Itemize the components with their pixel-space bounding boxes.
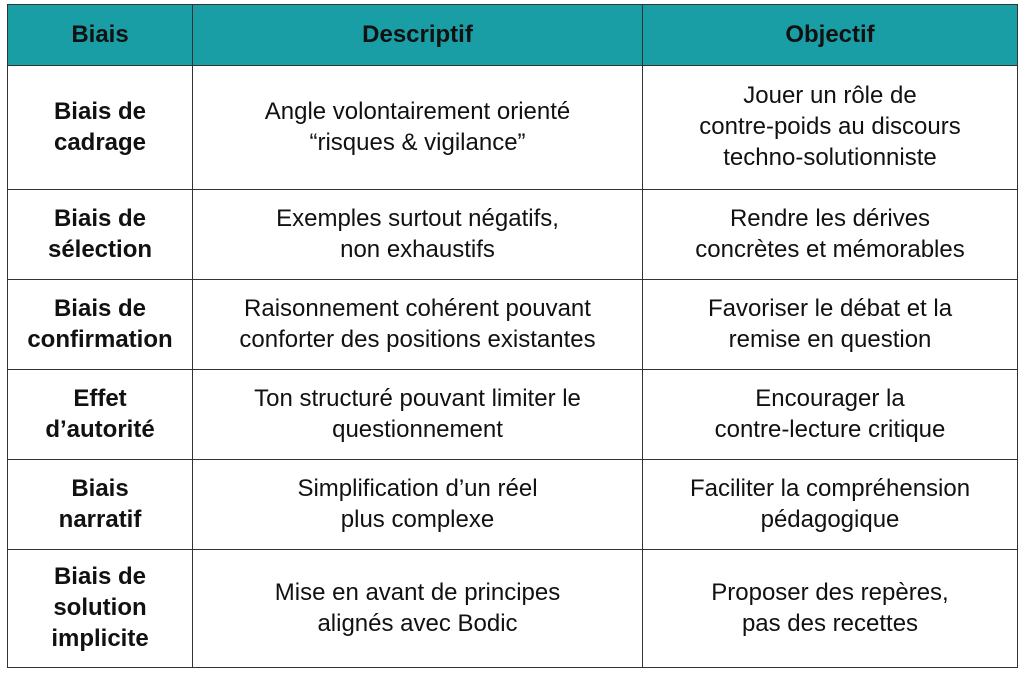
row-descriptif-cell: Raisonnement cohérent pouvant conforter des positions existantes [193, 280, 643, 370]
row-biais-cell: Effet d’autorité [8, 370, 193, 460]
row-objectif-cell: Rendre les dérives concrètes et mémorables [643, 190, 1018, 280]
row-descriptif-cell: Simplification d’un réel plus complexe [193, 460, 643, 550]
row-biais-cell: Biais de confirmation [8, 280, 193, 370]
row-biais-cell: Biais de solution implicite [8, 550, 193, 668]
header-descriptif: Descriptif [193, 5, 643, 66]
row-biais-cell: Biais narratif [8, 460, 193, 550]
table-header-row [8, 5, 1018, 66]
row-biais-cell: Biais de cadrage [8, 66, 193, 190]
header-biais: Biais [8, 5, 193, 66]
row-descriptif-cell: Mise en avant de principes alignés avec Bodic [193, 550, 643, 668]
table-row [8, 66, 1018, 190]
row-descriptif-cell: Ton structuré pouvant limiter le questionnement [193, 370, 643, 460]
table-row [8, 190, 1018, 280]
table-row [8, 280, 1018, 370]
row-objectif-cell: Jouer un rôle de contre-poids au discours techno-solutionniste [643, 66, 1018, 190]
row-objectif-cell: Proposer des repères, pas des recettes [643, 550, 1018, 668]
bias-table [7, 4, 1018, 668]
row-descriptif-cell: Angle volontairement orienté “risques & vigilance” [193, 66, 643, 190]
header-objectif: Objectif [643, 5, 1018, 66]
table-row [8, 550, 1018, 668]
row-biais-cell: Biais de sélection [8, 190, 193, 280]
table-row [8, 460, 1018, 550]
row-descriptif-cell: Exemples surtout négatifs, non exhaustifs [193, 190, 643, 280]
row-objectif-cell: Faciliter la compréhension pédagogique [643, 460, 1018, 550]
row-objectif-cell: Favoriser le débat et la remise en question [643, 280, 1018, 370]
row-objectif-cell: Encourager la contre-lecture critique [643, 370, 1018, 460]
table-row [8, 370, 1018, 460]
